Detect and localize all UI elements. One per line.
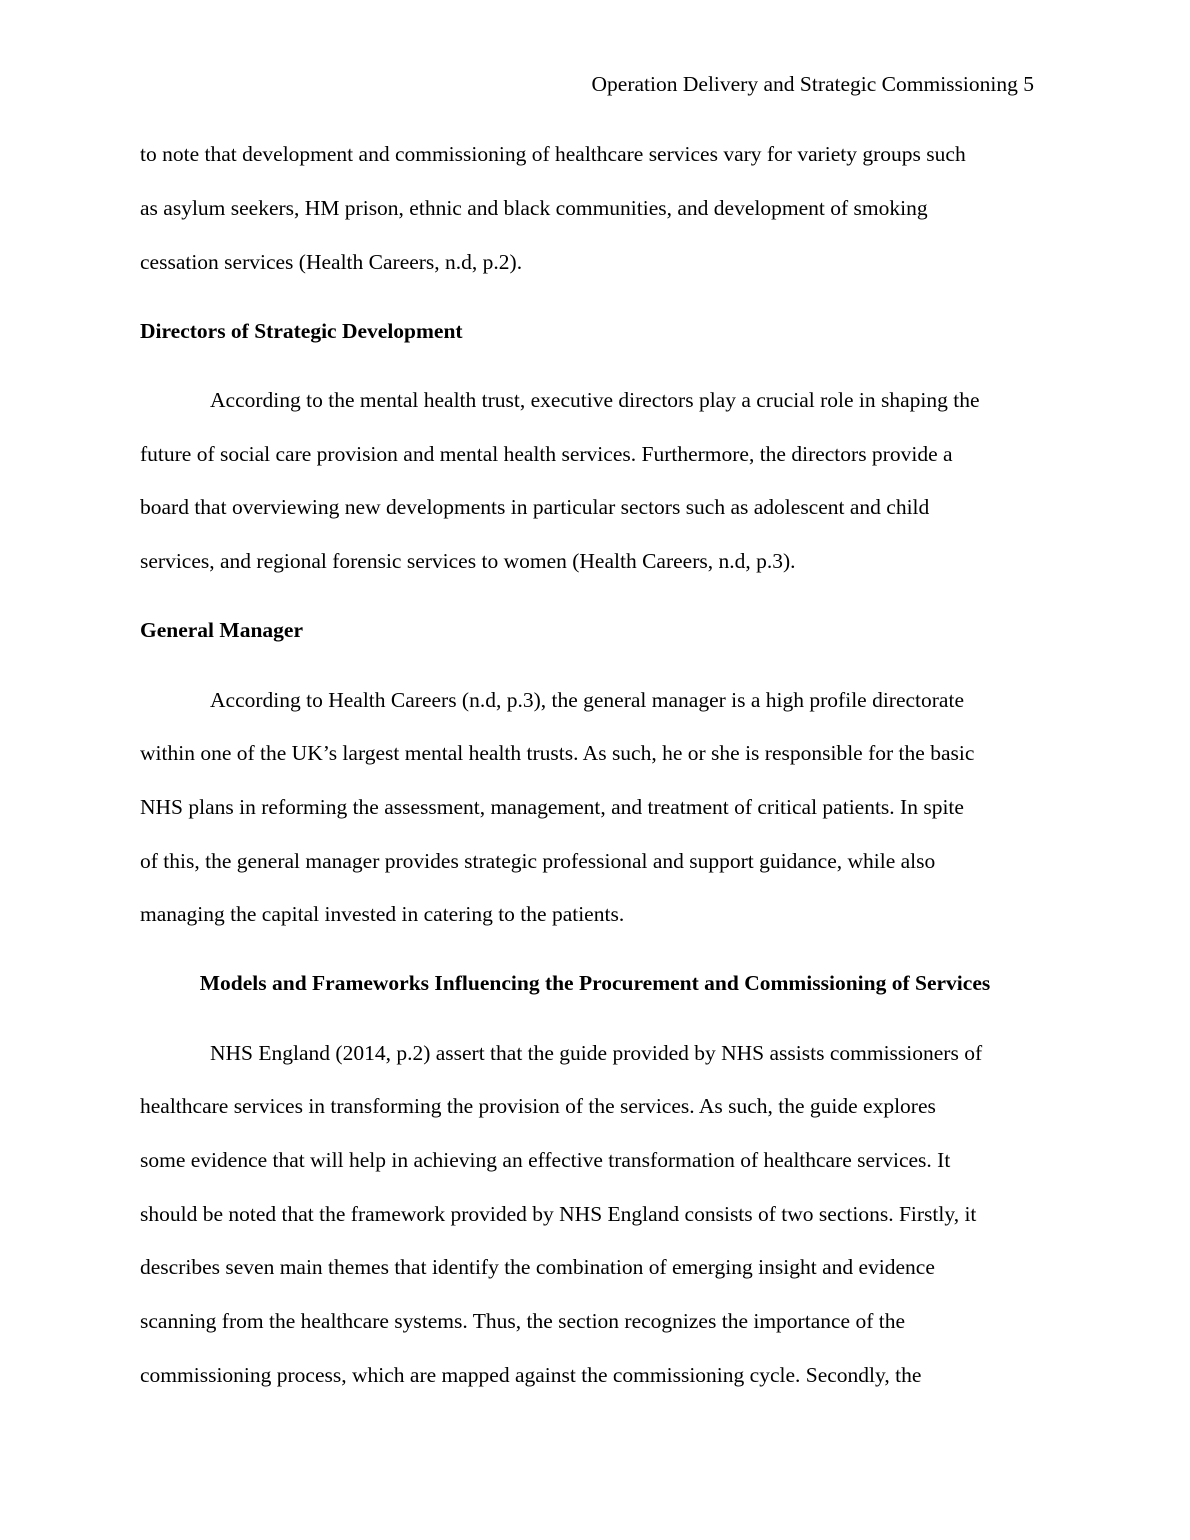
running-head: Operation Delivery and Strategic Commissioning 5 (591, 72, 1034, 96)
section-heading-directors: Directors of Strategic Development (140, 319, 463, 343)
directors-line: board that overviewing new developments in particular sectors such as adolescent and child (140, 495, 930, 519)
models-line: some evidence that will help in achieving an effective transformation of healthcare services. It (140, 1148, 951, 1172)
intro-line: as asylum seekers, HM prison, ethnic and black communities, and development of smoking (140, 196, 928, 220)
manager-line: managing the capital invested in catering to the patients. (140, 902, 625, 926)
intro-line: cessation services (Health Careers, n.d, p.2). (140, 250, 523, 274)
intro-line: to note that development and commissioning of healthcare services vary for variety groups such (140, 142, 966, 166)
directors-line: services, and regional forensic services to women (Health Careers, n.d, p.3). (140, 549, 796, 573)
models-line: scanning from the healthcare systems. Thus, the section recognizes the importance of the (140, 1309, 905, 1333)
directors-line: future of social care provision and mental health services. Furthermore, the directors provide a (140, 442, 953, 466)
section-heading-general-manager: General Manager (140, 618, 303, 642)
models-line: should be noted that the framework provided by NHS England consists of two sections. Firstly, it (140, 1202, 977, 1226)
section-heading-models: Models and Frameworks Influencing the Procurement and Commissioning of Services (199, 971, 991, 995)
models-line: describes seven main themes that identify the combination of emerging insight and evidence (140, 1255, 935, 1279)
manager-line: of this, the general manager provides strategic professional and support guidance, while also (140, 849, 936, 873)
models-line: healthcare services in transforming the provision of the services. As such, the guide explores (140, 1094, 936, 1118)
models-line: commissioning process, which are mapped against the commissioning cycle. Secondly, the (140, 1363, 922, 1387)
manager-line: NHS plans in reforming the assessment, management, and treatment of critical patients. In spite (140, 795, 964, 819)
directors-line: According to the mental health trust, executive directors play a crucial role in shaping the (210, 388, 980, 412)
models-line: NHS England (2014, p.2) assert that the guide provided by NHS assists commissioners of (210, 1041, 983, 1065)
manager-line: According to Health Careers (n.d, p.3), the general manager is a high profile directorate (210, 688, 964, 712)
manager-line: within one of the UK’s largest mental health trusts. As such, he or she is responsible for the basic (140, 741, 975, 765)
